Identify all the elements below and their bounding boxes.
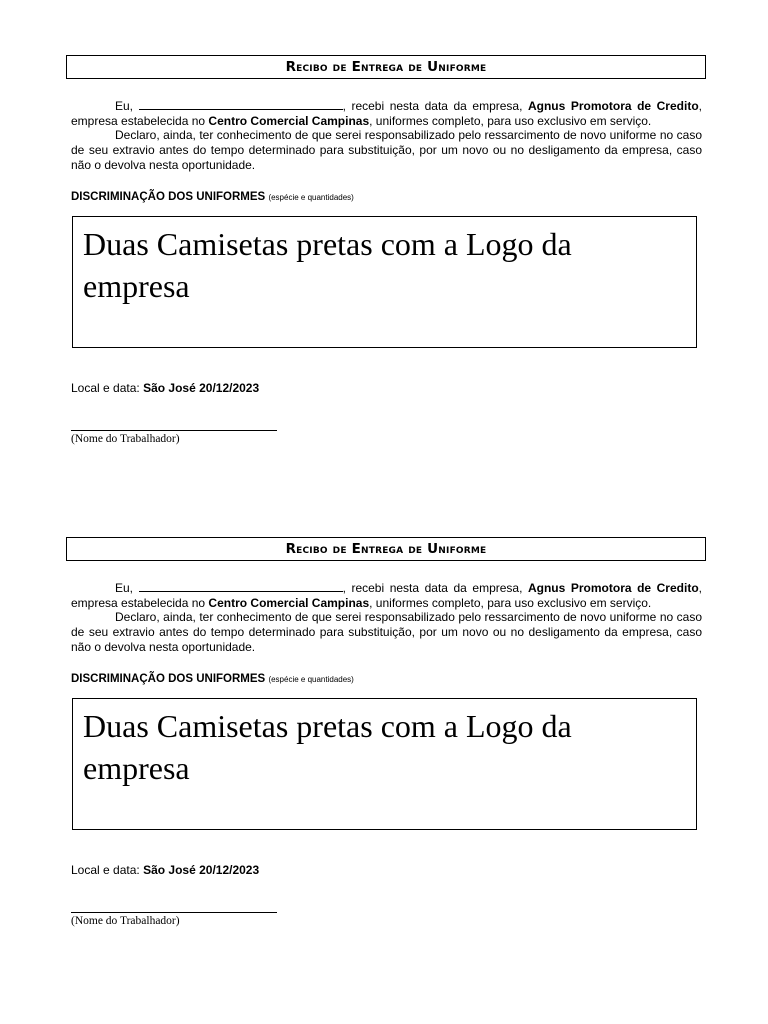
uniform-description-box: Duas Camisetas pretas com a Logo da empresa bbox=[72, 216, 697, 348]
local-date-value: São José 20/12/2023 bbox=[143, 381, 260, 395]
worker-name-blank bbox=[139, 98, 343, 110]
intro-paragraph bbox=[71, 580, 702, 610]
local-date-label: Local e data: bbox=[71, 381, 144, 395]
company-name: Agnus Promotora de Credito bbox=[527, 581, 699, 595]
discrimination-note: (espécie e quantidades) bbox=[268, 675, 354, 684]
intro-mid2: , empresa estabelecida no bbox=[71, 99, 702, 128]
intro-paragraph bbox=[71, 98, 702, 128]
declaration-paragraph: Declaro, ainda, ter conhecimento de que serei responsabilizado pelo ressarcimento de novo uniforme no caso de seu extravio antes do tempo determinado para substituição, por um novo ou no desligamento da empresa, caso não o devolva nesta oportunidade. bbox=[71, 610, 702, 654]
local-date-label: Local e data: bbox=[71, 863, 144, 877]
intro-suffix: , uniformes completo, para uso exclusivo em serviço. bbox=[369, 595, 652, 610]
signature-line bbox=[71, 912, 277, 913]
worker-name-blank bbox=[139, 580, 343, 592]
receipt-title: Recibo de Entrega de Uniforme bbox=[66, 537, 706, 561]
discrimination-label bbox=[71, 191, 354, 203]
local-date bbox=[71, 863, 259, 877]
intro-prefix: Eu, bbox=[115, 99, 139, 113]
discrimination-title: DISCRIMINAÇÃO DOS UNIFORMES bbox=[71, 191, 266, 203]
local-date bbox=[71, 381, 259, 395]
signature-caption: (Nome do Trabalhador) bbox=[71, 433, 180, 445]
uniform-description-box: Duas Camisetas pretas com a Logo da empresa bbox=[72, 698, 697, 830]
intro-mid: , recebi nesta data da empresa, bbox=[342, 581, 528, 595]
declaration-paragraph: Declaro, ainda, ter conhecimento de que serei responsabilizado pelo ressarcimento de novo uniforme no caso de seu extravio antes do tempo determinado para substituição, por um novo ou no desligamento da empresa, caso não o devolva nesta oportunidade. bbox=[71, 128, 702, 172]
location-name: Centro Comercial Campinas bbox=[208, 595, 370, 610]
discrimination-label bbox=[71, 673, 354, 685]
local-date-value: São José 20/12/2023 bbox=[143, 863, 260, 877]
intro-mid2: , empresa estabelecida no bbox=[71, 581, 702, 610]
discrimination-note: (espécie e quantidades) bbox=[268, 193, 354, 202]
receipt-body bbox=[71, 580, 702, 655]
signature-line bbox=[71, 430, 277, 431]
signature-caption: (Nome do Trabalhador) bbox=[71, 915, 180, 927]
location-name: Centro Comercial Campinas bbox=[208, 113, 370, 128]
receipt-1 bbox=[0, 0, 768, 460]
receipt-2 bbox=[0, 482, 768, 942]
company-name: Agnus Promotora de Credito bbox=[527, 99, 699, 113]
intro-mid: , recebi nesta data da empresa, bbox=[342, 99, 528, 113]
discrimination-title: DISCRIMINAÇÃO DOS UNIFORMES bbox=[71, 673, 266, 685]
receipt-title: Recibo de Entrega de Uniforme bbox=[66, 55, 706, 79]
intro-prefix: Eu, bbox=[115, 581, 139, 595]
intro-suffix: , uniformes completo, para uso exclusivo em serviço. bbox=[369, 113, 652, 128]
receipt-body bbox=[71, 98, 702, 173]
